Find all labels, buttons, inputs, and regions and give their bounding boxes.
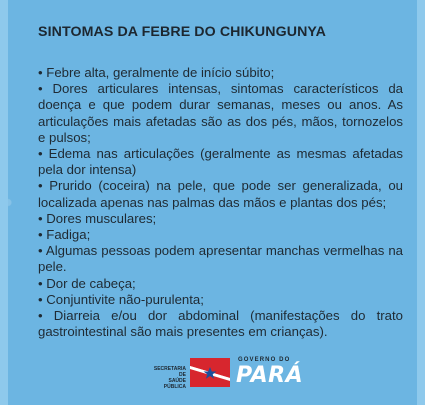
symptom-item: • Prurido (coceira) na pele, que pode ser generalizada, ou localizada apenas nas palmas das mãos e plantas dos pés; (38, 178, 403, 210)
symptom-item: • Dor de cabeça; (38, 275, 136, 291)
symptom-item: • Dores musculares; (38, 210, 157, 226)
symptom-item: • Algumas pessoas podem apresentar manchas vermelhas na pele. (38, 243, 403, 275)
symptom-item: • Edema nas articulações (geralmente as mesmas afetadas pela dor intensa) (38, 146, 403, 178)
symptom-list (38, 65, 403, 340)
secretaria-line-2: SAÚDE PÚBLICA (163, 378, 186, 390)
symptom-item: • Fadiga; (38, 227, 91, 243)
document-title: SINTOMAS DA FEBRE DO CHIKUNGUNYA (38, 24, 327, 40)
para-wordmark: PARÁ (236, 363, 304, 388)
secretaria-line-1: SECRETARIA DE (153, 366, 186, 378)
symptom-item: • Diarreia e/ou dor abdominal (manifestações do trato gastrointestinal são mais presentes em crianças). (38, 308, 403, 340)
symptom-item: • Conjuntivite não-purulenta; (38, 291, 204, 307)
government-logo (148, 355, 304, 391)
secretaria-label (150, 366, 186, 390)
para-flag-icon (190, 358, 230, 387)
symptom-item: • Dores articulares intensas, sintomas característicos da doença e que podem durar semanas, meses ou anos. As articulações mais afetadas são as dos pés, mãos, tornozelos e pulsos; (38, 81, 403, 145)
symptom-item: • Febre alta, geralmente de início súbito; (38, 65, 275, 80)
governo-label: GOVERNO DO (238, 357, 291, 363)
